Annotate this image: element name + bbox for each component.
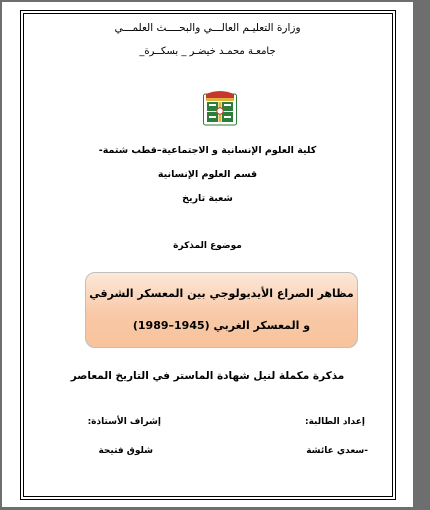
document-page bbox=[2, 2, 413, 507]
subject-label: موضوع المذكرة bbox=[173, 241, 242, 251]
branch-heading: شعبة تاريخ bbox=[182, 193, 233, 204]
student-name: -سعدي عائشة bbox=[306, 446, 368, 456]
faculty-heading: كلية العلوم الإنسانية و الاجتماعية–قطب شتمة- bbox=[98, 145, 317, 156]
thesis-title-line-1: مظاهر الصراع الأيديولوجي بين المعسكر الشرقي bbox=[89, 287, 354, 300]
department-heading: قسم العلوم الإنسانية bbox=[157, 169, 258, 180]
thesis-title-line-2: و المعسكر الغربي (1945–1989) bbox=[132, 319, 311, 332]
supervisor-label: إشراف الأستاذة: bbox=[87, 417, 161, 427]
university-seal-icon bbox=[203, 90, 237, 126]
thesis-note: مذكرة مكملة لنيل شهادة الماستر في التاريخ المعاصر bbox=[70, 370, 345, 382]
ministry-heading: وزارة التعليـم العالـــي والبحــــث العلمـــي bbox=[114, 22, 301, 34]
student-label: إعداد الطالبة: bbox=[305, 417, 365, 427]
thesis-title-box bbox=[85, 272, 358, 348]
university-heading: جامعـة محمـد خيضـر _ بسكــرة_ bbox=[139, 46, 276, 57]
supervisor-name: شلوق فتيحة bbox=[98, 446, 153, 456]
